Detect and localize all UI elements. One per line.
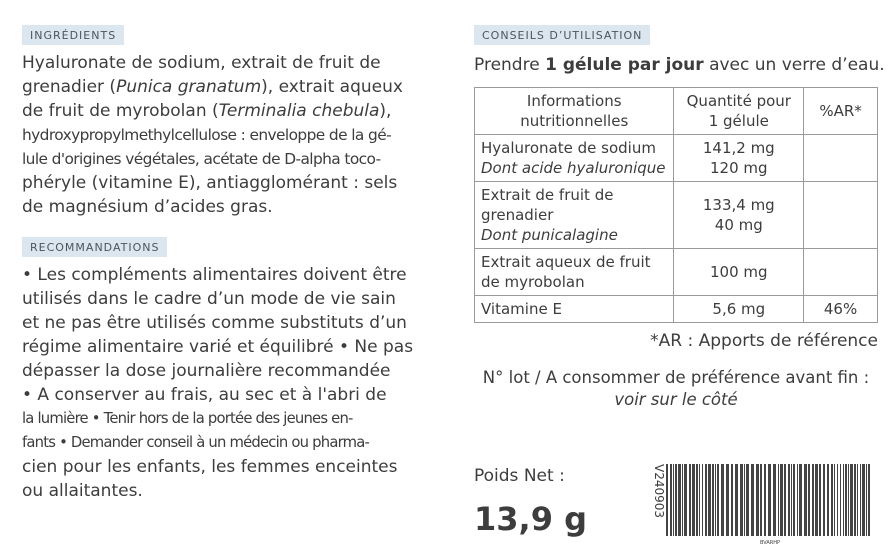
barcode-bar [819,464,821,536]
barcode-bar [808,464,810,536]
barcode-bar [740,464,743,536]
barcode-bar [799,464,802,536]
row-qty: 100 mg [674,249,804,296]
barcode-bar [780,464,783,536]
table-row [475,182,878,249]
barcode-bar [840,464,841,536]
lot-code-text: V240903 [652,464,666,519]
recommendation-line: • A conserver au frais, au sec et à l'abri de [22,385,387,405]
row-ar [804,249,878,296]
barcode-bar [812,464,814,536]
barcode-bar [860,464,861,536]
net-weight-label: Poids Net : [474,466,565,486]
ingredients-line: phéryle (vitamine E), antiagglomérant : sels [22,173,398,193]
recommendations-tag: RECOMMANDATIONS [22,237,167,257]
row-qty: 141,2 mg 120 mg [674,135,804,182]
left-column [22,24,434,503]
barcode-bar [827,464,829,536]
dosage-text: Prendre 1 gélule par jour avec un verre d’eau. [474,55,885,75]
barcode-bar [699,464,700,536]
barcode-bar [834,464,835,536]
header-nutrition-info: Informations nutritionnelles [475,88,674,135]
lot-info [474,367,878,411]
row-name: Extrait de fruit de grenadier Dont punicalagine [475,182,674,249]
barcode-bar [845,464,847,536]
table-row [475,135,878,182]
barcode-bar [862,464,865,536]
barcode-bar [678,464,681,536]
ingredients-tag: INGRÉDIENTS [22,25,124,45]
barcode-bar [788,464,790,536]
ingredients-line: lule d'origines végétales, acétate de D-alpha toco- [22,150,381,168]
barcode-bar [791,464,792,536]
barcode-bar [744,464,745,536]
barcode-bar [756,464,759,536]
barcode-bar [689,464,691,536]
ingredients-text [22,51,434,219]
barcode-bar [684,464,687,536]
barcode-bar [857,464,858,536]
row-qty: 5,6 mg [674,296,804,323]
usage-tag: CONSEILS D’UTILISATION [474,25,650,45]
table-row [475,249,878,296]
row-name: Hyaluronate de sodium Dont acide hyaluronique [475,135,674,182]
barcode-bar [784,464,786,536]
barcode-bar [797,464,798,536]
recommendation-line: ou allaitantes. [22,481,143,501]
barcode-bar [868,464,870,536]
barcode-bar [673,464,674,536]
barcode-bar [702,464,703,536]
recommendation-line: la lumière • Tenir hors de la portée des jeunes en- [22,410,353,427]
barcode-bar [751,464,754,536]
row-name: Vitamine E [475,296,674,323]
row-ar [804,135,878,182]
barcode-bar [721,464,724,536]
barcode-bar [712,464,714,536]
table-row [475,296,878,323]
barcode-bar [854,464,856,536]
recommendation-line: utilisés dans le cadre d’un mode de vie sain [22,289,396,309]
barcode-bar [837,464,838,536]
lot-code [642,464,666,528]
ingredients-line: Hyaluronate de sodium, extrait de fruit de [22,53,381,73]
barcode [664,464,876,546]
lot-line-side: voir sur le côté [614,390,738,409]
recommendation-line: cien pour les enfants, les femmes enceintes [22,457,398,477]
recommendation-line: dépasser la dose journalière recommandée [22,361,391,381]
barcode-bar [773,464,776,536]
barcode-bar [778,464,779,536]
barcode-bar [768,464,771,536]
latin-name: Punica granatum [116,77,262,97]
barcode-bar [675,464,677,536]
barcode-bar [843,464,844,536]
recommendation-line: • Les compléments alimentaires doivent être [22,265,407,285]
header-ar: %AR* [804,88,878,135]
lot-line: N° lot / A consommer de préférence avant fin : [482,368,870,387]
recommendation-line: régime alimentaire varié et équilibré • Ne pas [22,337,414,357]
table-header-row [475,88,878,135]
barcode-bar [696,464,698,536]
net-weight-value: 13,9 g [474,500,587,538]
barcode-bar [866,464,867,536]
nutrition-table [474,87,878,323]
barcode-bar [793,464,795,536]
barcode-bar [670,464,672,536]
barcode-bar [705,464,707,536]
barcode-bar [692,464,695,536]
header-quantity: Quantité pour 1 gélule [674,88,804,135]
barcode-bar [823,464,825,536]
row-qty: 133,4 mg 40 mg [674,182,804,249]
barcode-bar [850,464,853,536]
barcode-bar [731,464,733,536]
barcode-bars [666,464,870,536]
barcode-bar [708,464,711,536]
ingredients-line: hydroxypropylmethylcellulose : enveloppe de la gé- [22,126,392,144]
barcode-bar [715,464,716,536]
barcode-bar [682,464,683,536]
barcode-bar [815,464,818,536]
ingredients-line: grenadier (Punica granatum), extrait aqueux [22,77,403,97]
row-name: Extrait aqueux de fruit de myrobolan [475,249,674,296]
latin-name: Terminalia chebula [218,101,380,121]
ar-footnote: *AR : Apports de référence [650,331,878,351]
barcode-bar [804,464,807,536]
barcode-bar [760,464,762,536]
recommendations-text [22,263,434,503]
recommendation-line: et ne pas être utilisés comme substituts d’un [22,313,407,333]
ingredients-line: de magnésium d’acides gras. [22,197,273,217]
barcode-bar [746,464,749,536]
barcode-bar [735,464,738,536]
barcode-bar [726,464,729,536]
ingredients-line: de fruit de myrobolan (Terminalia chebula), [22,101,392,121]
recommendation-line: fants • Demander conseil à un médecin ou pharma- [22,434,370,451]
right-column [474,24,885,546]
barcode-bar [831,464,833,536]
barcode-bar [717,464,719,536]
row-ar [804,182,878,249]
barcode-bar [666,464,668,536]
dosage-bold: 1 gélule par jour [545,55,704,75]
barcode-bar [848,464,849,536]
barcode-caption: BVARHP [759,540,781,546]
barcode-bar [764,464,766,536]
row-ar: 46% [804,296,878,323]
